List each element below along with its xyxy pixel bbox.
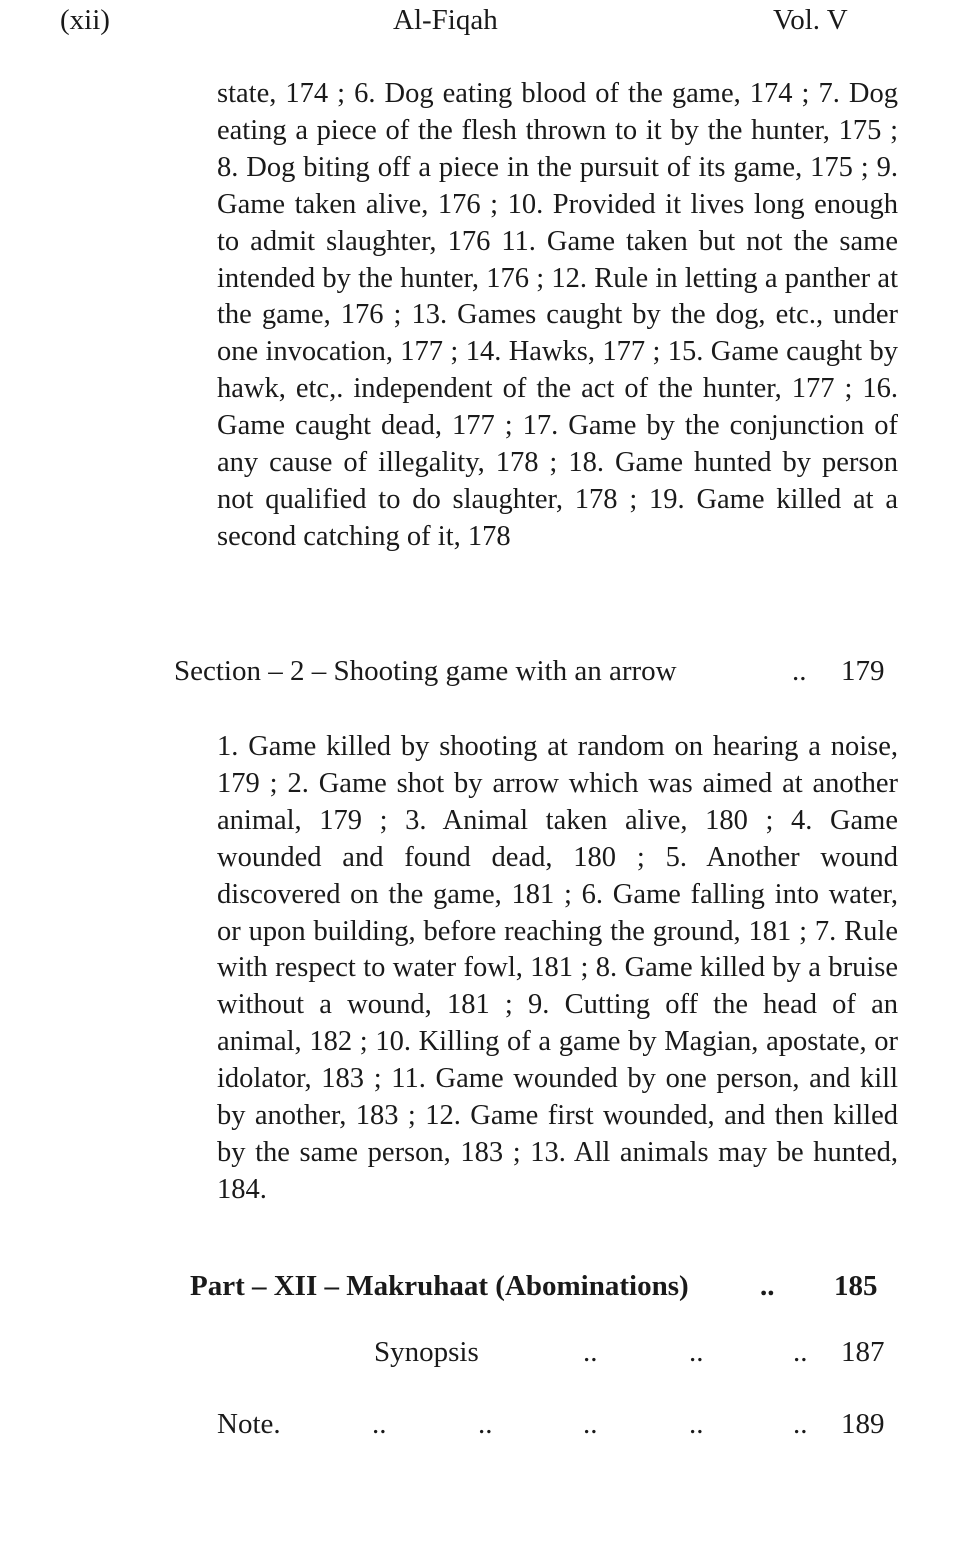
toc-leader: .. xyxy=(372,1408,387,1440)
toc-entry-label: Note. xyxy=(217,1408,281,1440)
section1-contents-paragraph: state, 174 ; 6. Dog eating blood of the game, 174 ; 7. Dog eating a piece of the flesh thrown to it by the hunter, 175 ; 8. Dog biting off a piece in the pursuit of its game, 175 ; 9. Game taken alive, 176 ; 10. Provided it lives long enough to admit slaughter, 176 11. Game taken but not the same intended by the hunter, 176 ; 12. Rule in letting a panther at the game, 176 ; 13. Games caught by the dog, etc., under one invocation, 177 ; 14. Hawks, 177 ; 15. Game caught by hawk, etc,. independent of the act of the hunter, 177 ; 16. Game caught dead, 177 ; 17. Game by the conjunction of any cause of illegality, 178 ; 18. Game hunted by person not qualified to do slaughter, 178 ; 19. Game killed at a second catching of it, 178 xyxy=(217,78,898,552)
page-number: (xii) xyxy=(60,4,110,36)
page-header xyxy=(0,4,960,44)
toc-page-number: 179 xyxy=(841,655,885,687)
toc-entry-synopsis xyxy=(0,1336,960,1376)
toc-leader: .. xyxy=(583,1408,598,1440)
toc-leader: .. xyxy=(792,655,807,687)
toc-entry-label: Section – 2 – Shooting game with an arrow xyxy=(174,655,677,687)
book-title: Al-Fiqah xyxy=(393,4,498,36)
toc-leader: .. xyxy=(793,1408,808,1440)
toc-page-number: 187 xyxy=(841,1336,885,1368)
toc-leader: .. xyxy=(793,1336,808,1368)
toc-entry-section-2 xyxy=(0,655,960,695)
toc-leader: .. xyxy=(760,1270,775,1302)
section2-contents-paragraph: 1. Game killed by shooting at random on hearing a noise, 179 ; 2. Game shot by arrow which was aimed at another animal, 179 ; 3. Animal taken alive, 180 ; 4. Game wounded and found dead, 180 ; 5. Another wound discovered on the game, 181 ; 6. Game falling into water, or upon building, before reaching the ground, 181 ; 7. Rule with respect to water fowl, 181 ; 8. Game killed by a bruise without a wound, 181 ; 9. Cutting off the head of an animal, 182 ; 10. Killing of a game by Magian, apostate, or idolator, 183 ; 11. Game wounded by one person, and kill by another, 183 ; 12. Game first wounded, and then killed by the same person, 183 ; 13. All animals may be hunted, 184. xyxy=(217,731,898,1205)
toc-entry-label: Synopsis xyxy=(374,1336,479,1368)
toc-leader: .. xyxy=(689,1336,704,1368)
volume-label: Vol. V xyxy=(773,4,848,36)
toc-entry-note xyxy=(0,1408,960,1448)
toc-leader: .. xyxy=(478,1408,493,1440)
toc-page-number: 185 xyxy=(834,1270,878,1302)
toc-leader: .. xyxy=(689,1408,704,1440)
toc-entry-part-12 xyxy=(0,1270,960,1310)
toc-entry-label: Part – XII – Makruhaat (Abominations) xyxy=(190,1270,689,1302)
toc-leader: .. xyxy=(583,1336,598,1368)
toc-page-number: 189 xyxy=(841,1408,885,1440)
